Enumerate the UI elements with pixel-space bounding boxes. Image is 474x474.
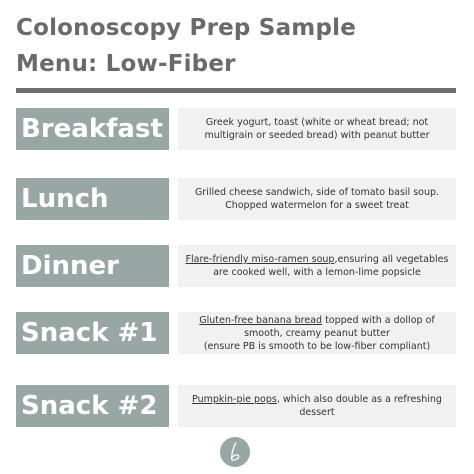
meal-label-lunch: Lunch	[16, 178, 169, 220]
title-line-2: Menu: Low-Fiber	[16, 51, 236, 77]
script-b-logo-icon	[220, 437, 250, 467]
meal-text: ,ensuring all vegetables are cooked well, with a lemon-lime popsicle	[213, 254, 449, 278]
page-title	[16, 10, 466, 82]
logo-glyph	[220, 437, 250, 467]
meal-text: , which also double as a refreshing dessert	[276, 394, 442, 418]
meal-description-breakfast	[178, 108, 456, 150]
meal-description-dinner	[178, 245, 456, 287]
meal-description-snack-2	[178, 385, 456, 427]
recipe-link-banana-bread[interactable]: Gluten-free banana bread	[199, 314, 323, 326]
meal-description-lunch	[178, 178, 456, 220]
meal-text: Greek yogurt, toast (white or wheat bread; not multigrain or seeded bread) with peanut butter	[204, 117, 430, 141]
meal-label-breakfast: Breakfast	[16, 108, 169, 150]
recipe-link-miso-ramen[interactable]: Flare-friendly miso-ramen soup	[185, 254, 335, 265]
meal-label-snack-2: Snack #2	[16, 385, 169, 427]
title-line-1: Colonoscopy Prep Sample	[16, 15, 356, 41]
meal-note: (ensure PB is smooth to be low-fiber compliant)	[203, 340, 431, 352]
recipe-link-pumpkin-pie-pops[interactable]: Pumpkin-pie pops	[192, 394, 277, 405]
title-divider	[16, 88, 456, 93]
meal-text: topped with a dollop of smooth, creamy peanut butter	[244, 314, 435, 339]
meal-label-snack-1: Snack #1	[16, 312, 169, 354]
meal-text: Grilled cheese sandwich, side of tomato basil soup. Chopped watermelon for a sweet treat	[194, 187, 440, 211]
meal-description-snack-1	[178, 312, 456, 354]
meal-label-dinner: Dinner	[16, 245, 169, 287]
